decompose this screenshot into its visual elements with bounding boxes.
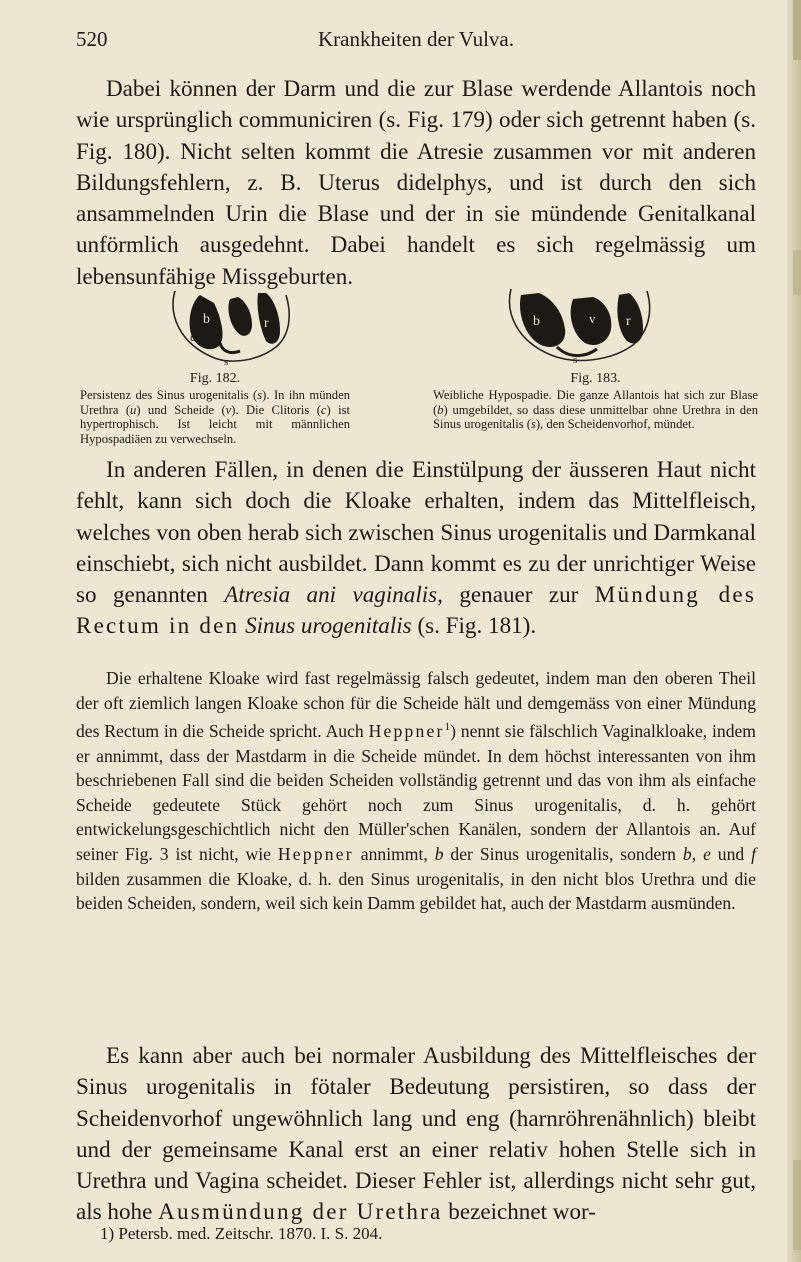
figure-183-letter: s (573, 354, 578, 366)
caption-letter: c (320, 402, 327, 417)
paragraph-3 (76, 666, 756, 916)
paragraph-1: Dabei können der Darm und die zur Blase werdende Allantois noch wie ursprünglich communiciren (s. Fig. 179) oder sich getrennt haben (s. Fig. 180). Nicht selten kommt die Atresie zusammen vor mit anderen Bildungsfehlern, z. B. Uterus didelphys, und ist durch den sich ansammelnden Urin die Blase und der in sie mündende Genitalkanal unförmlich ausgedehnt. Dabei handelt es sich regelmässig um lebensunfähige Missgeburten. (76, 75, 756, 289)
text-run: annimmt, (353, 844, 435, 865)
figure-182-illustration (80, 285, 350, 369)
caption-text: ). In ihn münden Urethra ( (80, 388, 350, 417)
caption-text: Weibliche Hypospadie. Die ganze Allantois hat sich zur Blase ( (433, 388, 758, 417)
text-run: In anderen Fällen, in denen die Einstülpung der äusseren Haut nicht fehlt, kann sich doch die Kloake erhalten, indem das Mittelfleisch, welches von oben herab sich zwischen Sinus urogenitalis und Darmkanal einschiebt, sich nicht ausbildet. Dann kommt es zu der unrichtiger Weise so genannten (76, 456, 756, 608)
spaced-emphasis: Ausmündung der Urethra (158, 1198, 443, 1225)
italic-letter: e (703, 844, 711, 865)
text-run: der Sinus urogenitalis, sondern (443, 844, 683, 865)
page-edge-mark (793, 250, 801, 295)
figure-183-letter: r (626, 314, 631, 329)
italic-term: Atresia ani vaginalis, (224, 581, 443, 608)
running-title: Krankheiten der Vulva. (317, 27, 515, 51)
figure-182-letter: r (264, 316, 269, 331)
footnote (100, 1223, 382, 1245)
page-edge (787, 0, 801, 1262)
page-edge-mark (793, 1160, 801, 1250)
footnote-text: Petersb. med. Zeitschr. 1870. I. S. 204. (118, 1224, 383, 1243)
caption-text: ). Die Clitoris ( (231, 402, 321, 417)
text-run: bilden zusammen die Kloake, d. h. den Sinus urogenitalis, in den nicht blos Urethra und die beiden Scheiden, sondern, weil sich kein Damm gebildet hat, auch der Mastdarm ausmünden. (76, 868, 756, 914)
figure-183-caption (433, 371, 758, 432)
figure-183-illustration (433, 285, 758, 369)
paragraph-2 (76, 454, 756, 642)
text-run: Es kann aber auch bei normaler Ausbildung des Mittelfleisches der Sinus urogenitalis in fötaler Bedeutung persistiren, so dass der Scheidenvorhof ungewöhnlich lang und eng (harnröhrenähnlich) bleibt und der gemeinsame Kanal erst an einer relativ hohen Stelle sich in Urethra und Vagina scheidet. Dieser Fehler ist, allerdings nicht sehr gut, als hohe (76, 1042, 756, 1225)
footnote-number: 1) (100, 1224, 115, 1243)
spaced-emphasis: Mündung des Rectum in den (76, 581, 757, 639)
paragraph-4 (76, 1040, 756, 1228)
text-run: und (710, 844, 752, 865)
author-name: Heppner (277, 844, 354, 865)
text-run: ) nennt sie fälschlich Vaginalkloake, indem er annimmt, dass der Mastdarm in die Scheide mündet. In dem höchst interessanten von ihm beschriebenen Fall sind die beiden Scheiden vollständig getrennt und das von ihm als einfache Scheide gedeutete Stück gehört noch zum Sinus urogenitalis, d. h. gehört entwickelungsgeschichtlich nicht den Müller'schen Kanälen, sondern der Allantois an. Auf seiner Fig. 3 ist nicht, wie (76, 721, 756, 865)
caption-text: ), den Scheidenvorhof, mündet. (535, 417, 695, 432)
caption-text: ) umgebildet, so dass diese unmittelbar ohne Urethra in den Sinus urogenitalis ( (433, 402, 758, 432)
caption-text: ) ist hypertrophisch. Ist leicht mit männlichen Hypospadiäen zu verwechseln. (80, 402, 350, 446)
caption-letter: b (437, 402, 444, 417)
italic-term: Sinus urogenitalis (245, 612, 412, 639)
author-name: Heppner (368, 721, 445, 742)
figure-183-letter: b (533, 314, 540, 329)
italic-letter: f (751, 844, 757, 865)
figure-183-label: Fig. 183. (570, 371, 621, 386)
italic-letter: b, (682, 844, 697, 865)
figure-182-label: Fig. 182. (189, 371, 241, 386)
page-number: 520 (76, 27, 108, 51)
figure-182-letter: b (203, 312, 210, 327)
caption-text: Persistenz des Sinus urogenitalis ( (80, 388, 258, 402)
text-run: genauer zur (442, 581, 595, 608)
caption-letter: u (130, 402, 137, 417)
caption-letter: s (257, 388, 263, 402)
caption-letter: s (530, 417, 536, 432)
figure-183 (433, 285, 758, 435)
page-edge-mark (793, 0, 801, 60)
text-run: Die erhaltene Kloake wird fast regelmässig falsch gedeutet, indem man den oberen Theil der oft ziemlich langen Kloake schon für die Scheide hält und demgemäss von einer Mündung des Rectum in die Scheide spricht. Auch (76, 668, 756, 742)
italic-letter: b (434, 844, 444, 865)
figure-182-letter: s (224, 356, 229, 368)
figure-183-letter: v (589, 311, 596, 326)
caption-letter: v (225, 402, 232, 417)
caption-text: ) und Scheide ( (136, 402, 226, 417)
figure-182-caption (80, 371, 350, 446)
text-run: bezeichnet wor- (442, 1198, 596, 1225)
running-head (76, 27, 756, 55)
figure-182 (80, 285, 350, 446)
figure-182-letter: c (190, 330, 196, 344)
text-run: (s. Fig. 181). (411, 612, 537, 639)
footnote-ref[interactable]: 1 (444, 721, 451, 734)
